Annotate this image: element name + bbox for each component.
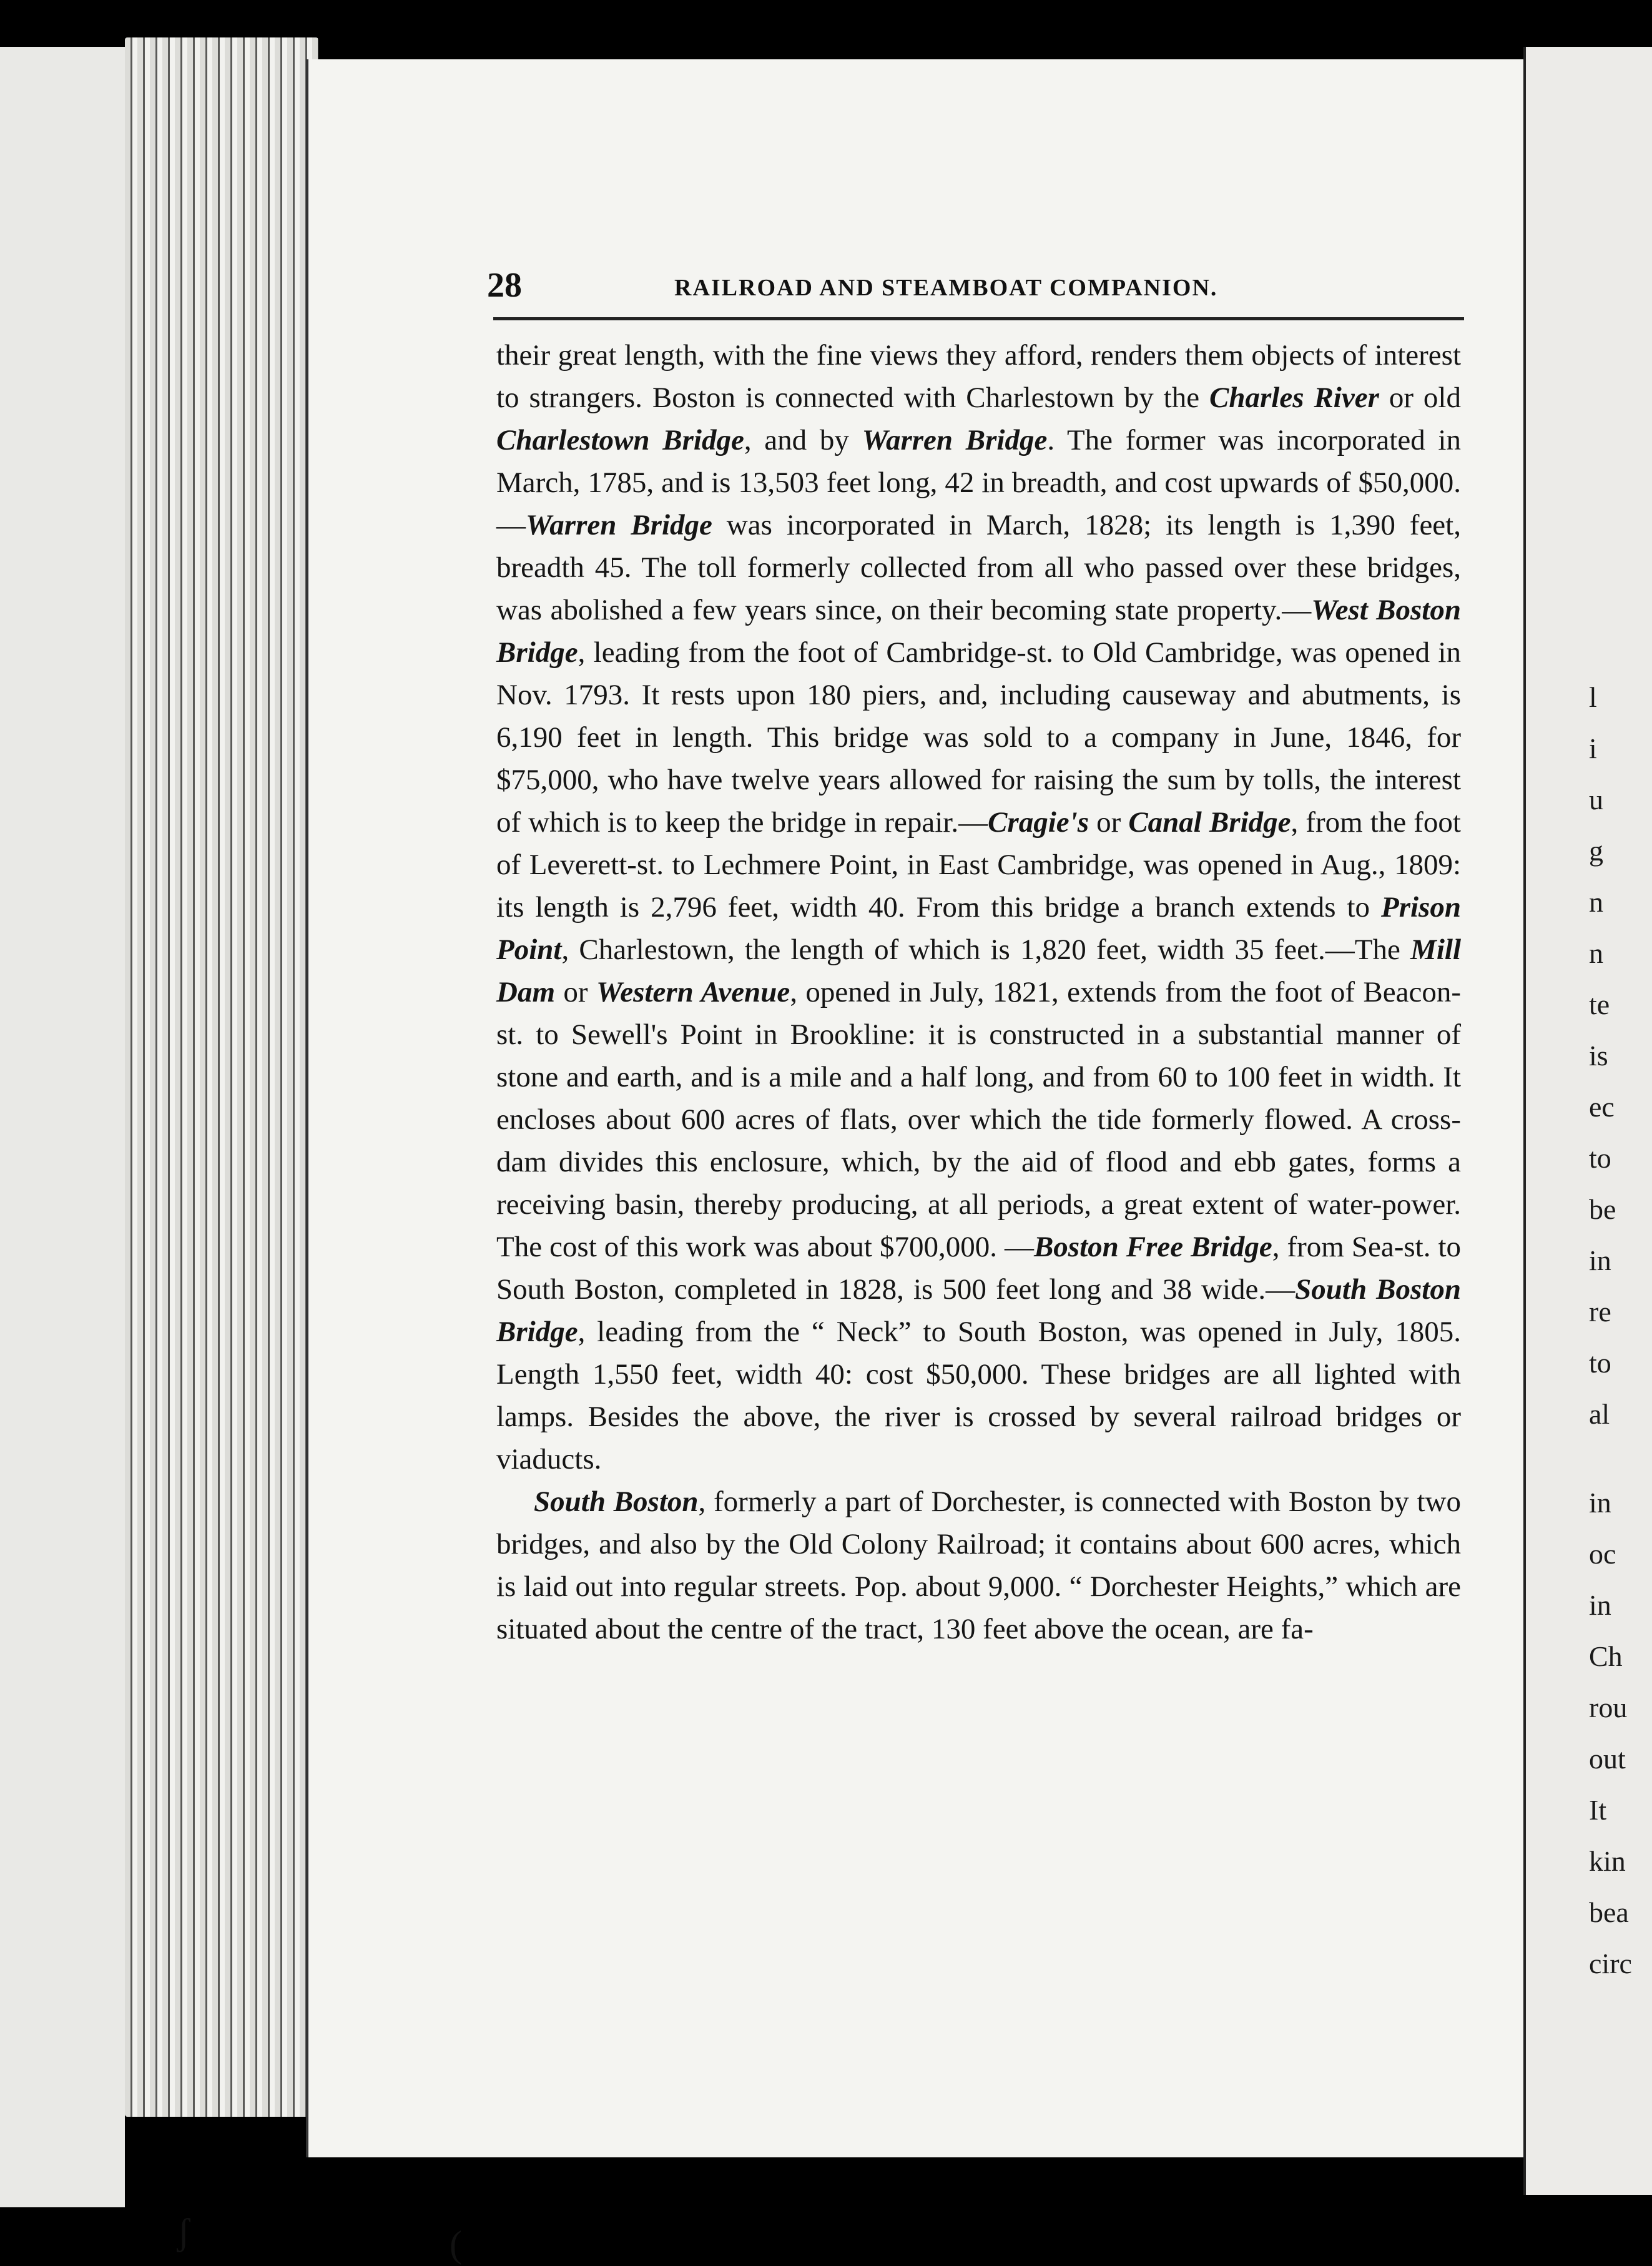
italic-name: West Boston Bridge xyxy=(496,594,1461,669)
facing-page-fragment: n xyxy=(1589,886,1603,918)
italic-name: South Boston xyxy=(534,1485,699,1518)
body-text xyxy=(496,334,1461,1650)
paragraph-south-boston xyxy=(496,1480,1461,1650)
text-run: or xyxy=(1089,806,1129,839)
text-run: , Charlestown, the length of which is 1,820 feet, width 35 feet.—The xyxy=(561,933,1411,966)
facing-page-fragment: n xyxy=(1589,937,1603,969)
italic-name: South Boston Bridge xyxy=(496,1273,1461,1348)
running-head xyxy=(487,265,1467,312)
italic-name: Boston Free Bridge xyxy=(1033,1231,1272,1263)
facing-page-fragment: u xyxy=(1589,784,1603,815)
page-stack-edge xyxy=(0,47,125,2207)
text-run: , leading from the “ Neck” to South Boston, was opened in July, 1805. Length 1,550 feet, width 40: cost $50,000. These bridges are all lighted with lamps. Besides the above, the river is crossed by several railroad bridges or viaducts. xyxy=(496,1316,1461,1475)
scan-mark: ʃ xyxy=(177,2211,190,2252)
facing-page-edge xyxy=(1523,47,1652,2195)
italic-name: Canal Bridge xyxy=(1128,806,1291,839)
text-run: , from Sea-st. to South Boston, completed in 1828, is 500 feet long and 38 wide.— xyxy=(496,1231,1461,1306)
text-run: . The former was incorporated in March, 1785, and is 13,503 feet long, 42 in breadth, and cost upwards of $50,000. — xyxy=(496,424,1461,541)
italic-name: Cragie's xyxy=(988,806,1089,839)
facing-page-fragment: Ch xyxy=(1589,1640,1623,1672)
text-run: , from the foot of Leverett-st. to Lechmere Point, in East Cambridge, was opened in Aug., 1809: its length is 2,796 feet, width 40. From this bridge a branch extends to xyxy=(496,806,1461,924)
facing-page-fragment: re xyxy=(1589,1296,1611,1328)
facing-page-fragment: g xyxy=(1589,835,1603,867)
italic-name: Warren Bridge xyxy=(862,424,1048,456)
facing-page-fragment: in xyxy=(1589,1244,1611,1276)
facing-page-fragment: to xyxy=(1589,1347,1611,1379)
page-number: 28 xyxy=(487,266,522,305)
facing-page-fragment: oc xyxy=(1589,1538,1616,1570)
text-run: or xyxy=(555,976,596,1008)
facing-page-fragment: bea xyxy=(1589,1896,1629,1928)
italic-name: Prison Point xyxy=(496,891,1461,966)
facing-page-fragment: al xyxy=(1589,1398,1610,1430)
facing-page-fragment: rou xyxy=(1589,1692,1628,1723)
text-run: , formerly a part of Dorchester, is connected with Boston by two bridges, and also by the Old Colony Railroad; it contains about 600 acres, which is laid out into regular streets. Pop. about 9,000. “ Dorchester Heights,” which are situated about the centre of the tract, 130 feet above the ocean, are fa- xyxy=(496,1485,1461,1645)
italic-name: Warren Bridge xyxy=(526,509,712,541)
facing-page-fragment: circ xyxy=(1589,1948,1632,1979)
facing-page-fragment: l xyxy=(1589,681,1597,713)
facing-page-fragment: i xyxy=(1589,732,1597,764)
italic-name: Mill Dam xyxy=(496,933,1461,1008)
header-rule xyxy=(493,317,1464,320)
text-run: , leading from the foot of Cambridge-st. to Old Cambridge, was opened in Nov. 1793. It rests upon 180 piers, and, including causeway and abutments, is 6,190 feet in length. This bridge was sold to a company in June, 1846, for $75,000, who have twelve years allowed for raising the sum by tolls, the interest of which is to keep the bridge in repair.— xyxy=(496,636,1461,839)
facing-page-fragment: It xyxy=(1589,1794,1607,1826)
text-run: their great length, with the fine views they afford, renders them objects of interest to strangers. Boston is connected with Charlestown by the xyxy=(496,339,1461,414)
facing-page-fragment: in xyxy=(1589,1487,1611,1519)
running-title: RAILROAD AND STEAMBOAT COMPANION. xyxy=(674,275,1218,301)
text-run: , opened in July, 1821, extends from the foot of Beacon-st. to Sewell's Point in Brookline: it is constructed in a substantial manner of stone and earth, and is a mile and a half long, and from 60 to 100 feet in width. It encloses about 600 acres of flats, over which the tide formerly flowed. A cross-dam divides this enclosure, which, by the aid of flood and ebb gates, forms a receiving basin, thereby producing, at all periods, a great extent of water-power. The cost of this work was about $700,000. — xyxy=(496,976,1462,1263)
text-run: , and by xyxy=(744,424,862,456)
facing-page-fragment: to xyxy=(1589,1142,1611,1174)
facing-page-fragment: be xyxy=(1589,1193,1616,1225)
italic-name: Western Avenue xyxy=(596,976,790,1008)
scan-mark: ( xyxy=(450,2224,462,2265)
text-run: was incorporated in March, 1828; its length is 1,390 feet, breadth 45. The toll formerly collected from all who passed over these bridges, was abolished a few years since, on their becoming state property.— xyxy=(496,509,1461,626)
facing-page-fragment: kin xyxy=(1589,1845,1626,1877)
facing-page-fragment: in xyxy=(1589,1589,1611,1621)
text-run: or old xyxy=(1379,382,1461,414)
italic-name: Charles River xyxy=(1209,382,1379,414)
paragraph-bridges xyxy=(496,334,1461,1480)
facing-page-fragment: out xyxy=(1589,1743,1626,1775)
facing-page-fragment: ec xyxy=(1589,1091,1615,1123)
facing-page-fragment: te xyxy=(1589,988,1610,1020)
book-binding xyxy=(125,37,318,2117)
italic-name: Charlestown Bridge xyxy=(496,424,744,456)
facing-page-fragment: is xyxy=(1589,1040,1608,1071)
